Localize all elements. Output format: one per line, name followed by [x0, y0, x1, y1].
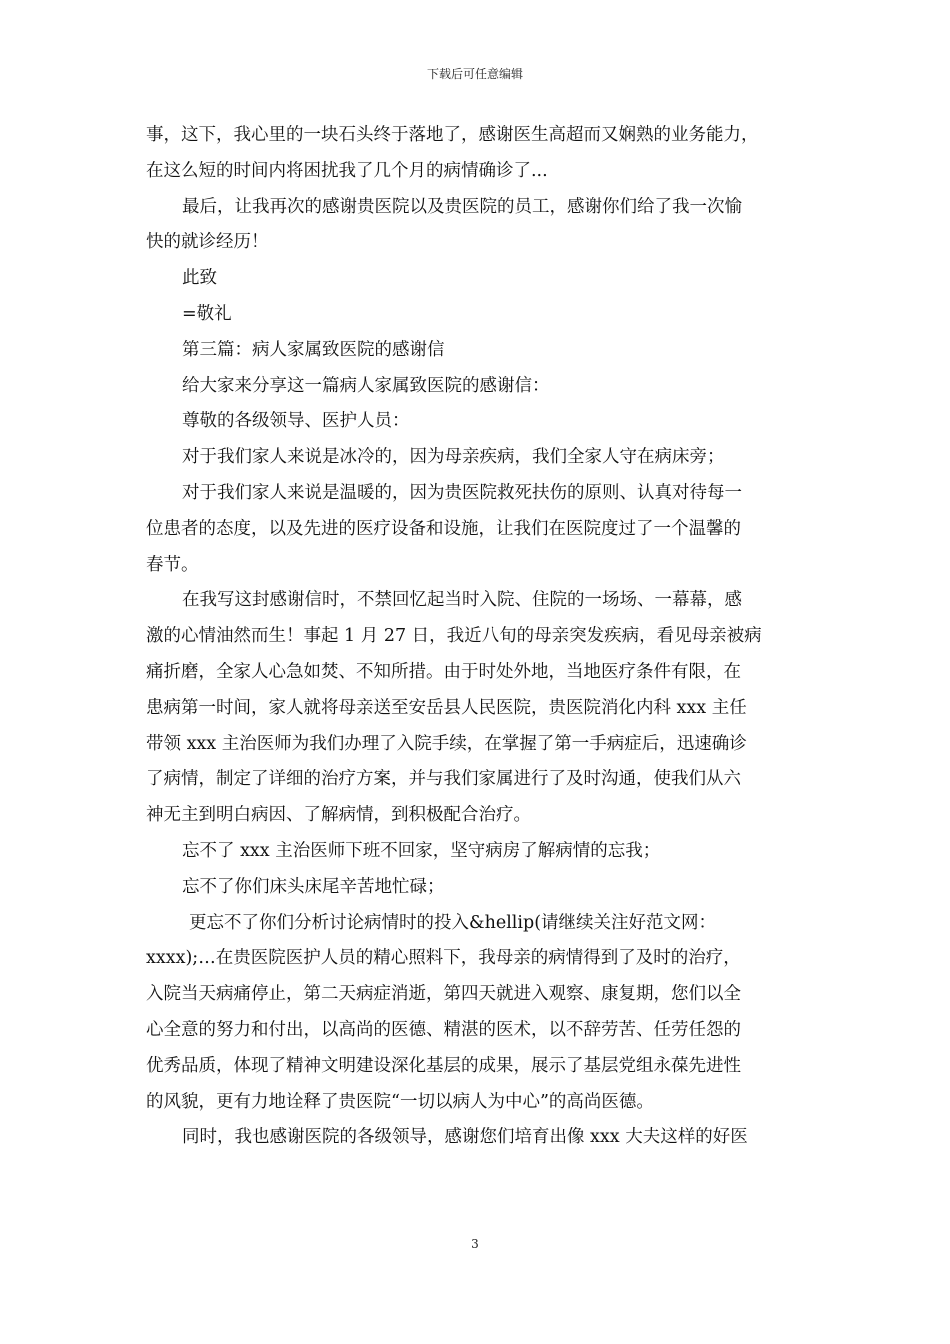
- salutation: 尊敬的各级领导、医护人员：: [182, 411, 410, 432]
- text-line: 入院当天病痛停止，第二天病症消逝，第四天就进入观察、康复期，您们以全: [146, 984, 741, 1005]
- text-line: 心全意的努力和付出，以高尚的医德、精湛的医术，以不辞劳苦、任劳任怨的: [146, 1019, 741, 1040]
- text-line: 神无主到明白病因、了解病情，到积极配合治疗。: [146, 805, 531, 826]
- text-line: 此致: [182, 268, 217, 289]
- text-line: 带领 xxx 主治医师为我们办理了入院手续，在掌握了第一手病症后，迅速确诊: [146, 733, 747, 754]
- section-heading: 第三篇：病人家属致医院的感谢信: [182, 339, 445, 360]
- text-line: 快的就诊经历！: [146, 232, 269, 253]
- text-line: 对于我们家人来说是温暖的，因为贵医院救死扶伤的原则、认真对待每一: [182, 482, 742, 503]
- text-line: =敬礼: [182, 303, 232, 324]
- text-line: 同时，我也感谢医院的各级领导，感谢您们培育出像 xxx 大夫这样的好医: [182, 1127, 748, 1148]
- text-line: 更忘不了你们分析讨论病情时的投入&hellip(请继续关注好范文网：: [189, 912, 717, 933]
- text-line: 对于我们家人来说是冰冷的，因为母亲疾病，我们全家人守在病床旁；: [182, 447, 725, 468]
- text-line: 了病情，制定了详细的治疗方案，并与我们家属进行了及时沟通，使我们从六: [146, 769, 741, 790]
- text-line: 事，这下，我心里的一块石头终于落地了，感谢医生高超而又娴熟的业务能力，: [146, 125, 759, 145]
- text-line: 的风貌，更有力地诠释了贵医院“一切以病人为中心”的高尚医德。: [146, 1091, 654, 1112]
- text-line: 患病第一时间，家人就将母亲送至安岳县人民医院，贵医院消化内科 xxx 主任: [146, 697, 747, 718]
- text-line: 激的心情油然而生！事起 1 月 27 日，我近八旬的母亲突发疾病，看见母亲被病: [146, 626, 762, 647]
- text-line: xxxx);…在贵医院医护人员的精心照料下，我母亲的病情得到了及时的治疗，: [146, 948, 741, 969]
- text-line: 给大家来分享这一篇病人家属致医院的感谢信：: [182, 375, 550, 396]
- text-line: 忘不了你们床头床尾辛苦地忙碌；: [182, 876, 445, 897]
- text-line: 优秀品质，体现了精神文明建设深化基层的成果，展示了基层党组永葆先进性: [146, 1055, 741, 1076]
- text-line: 春节。: [146, 554, 199, 575]
- text-line: 忘不了 xxx 主治医师下班不回家，坚守病房了解病情的忘我；: [182, 840, 661, 861]
- page-number: 3: [471, 1237, 479, 1251]
- text-line: 痛折磨，全家人心急如焚、不知所措。由于时处外地，当地医疗条件有限，在: [146, 661, 741, 682]
- text-line: 在这么短的时间内将困扰我了几个月的病情确诊了...: [146, 160, 548, 181]
- text-line: 在我写这封感谢信时，不禁回忆起当时入院、住院的一场场、一幕幕，感: [182, 590, 742, 611]
- document-body: [146, 118, 810, 1156]
- text-line: 位患者的态度，以及先进的医疗设备和设施，让我们在医院度过了一个温馨的: [146, 518, 741, 539]
- page-header: 下载后可任意编辑: [426, 67, 523, 81]
- text-line: 最后，让我再次的感谢贵医院以及贵医院的员工，感谢你们给了我一次愉: [182, 196, 742, 217]
